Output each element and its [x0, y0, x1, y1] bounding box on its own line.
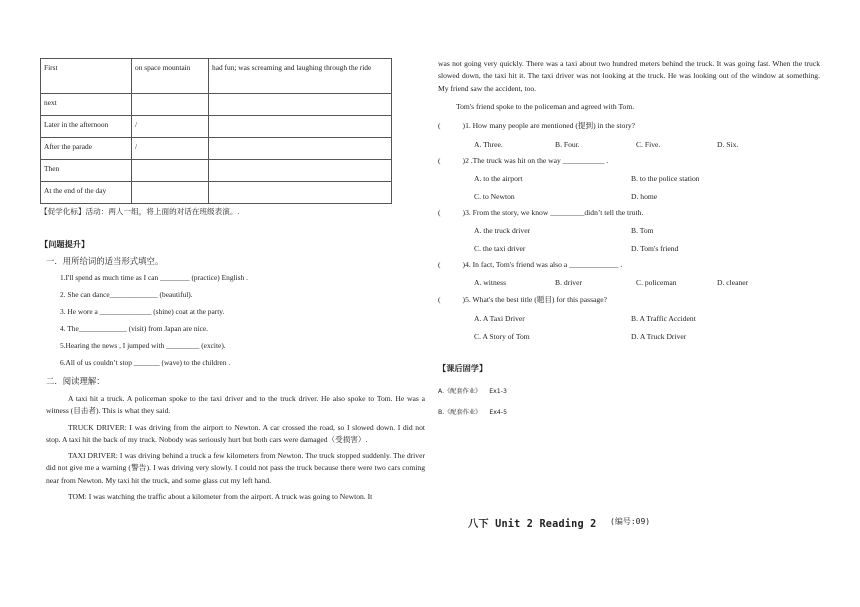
table-cell: /: [132, 138, 209, 160]
question-text: 5. What's the best title (题目) for this passage?: [465, 295, 607, 305]
table-cell: [209, 182, 392, 204]
homework-book: B.《配套作业》: [438, 409, 482, 417]
answer-blank-open[interactable]: (: [438, 295, 441, 305]
option-row: [438, 244, 820, 253]
answer-option: D. home: [631, 192, 658, 202]
answer-option: C. the taxi driver: [474, 244, 526, 254]
homework-heading: 【课后固学】: [438, 363, 488, 374]
question-text: 2 .The truck was hit on the way ___________ .: [465, 156, 609, 166]
answer-option: B. to the police station: [631, 174, 700, 184]
exercise-item: 4. The_____________ (visit) from Japan are nice.: [60, 324, 209, 333]
homework-item: [438, 386, 820, 395]
question-item: [438, 208, 820, 217]
table-cell: on space mountain: [132, 59, 209, 94]
worksheet-number: (编号:09): [610, 517, 651, 526]
option-row: [438, 332, 820, 341]
table-cell: [209, 160, 392, 182]
answer-option: C. Five.: [636, 140, 661, 150]
table-row: [41, 59, 392, 94]
answer-option: A. to the airport: [474, 174, 523, 184]
table-cell: [132, 182, 209, 204]
table-cell: [132, 94, 209, 116]
table-cell: [209, 116, 392, 138]
answer-blank-close: ): [462, 156, 466, 166]
practice-note: 【促学化标】活动：两人一组，将上面的对话在班级表演。.: [40, 207, 240, 216]
option-row: [438, 174, 820, 183]
question-text: 1. How many people are mentioned (提到) in the story?: [465, 121, 636, 131]
answer-blank-open[interactable]: (: [438, 156, 441, 166]
table-row: [41, 182, 392, 204]
table-cell: Then: [41, 160, 132, 182]
option-row: [438, 226, 820, 235]
table-cell: At the end of the day: [41, 182, 132, 204]
answer-option: D. Tom's friend: [631, 244, 679, 254]
answer-option: D. cleaner: [717, 278, 749, 288]
table-cell: First: [41, 59, 132, 94]
question-item: [438, 120, 820, 131]
answer-blank-open[interactable]: (: [438, 121, 441, 131]
passage-paragraph: TOM: I was watching the traffic about a kilometer from the airport. A truck was going to Newton. It: [68, 492, 373, 502]
homework-exercise: Ex1-3: [489, 388, 507, 396]
question-item: [438, 156, 820, 165]
answer-blank-close: ): [462, 295, 466, 305]
question-item: [438, 260, 820, 269]
answer-option: A. Three.: [474, 140, 503, 150]
answer-blank-open[interactable]: (: [438, 260, 441, 270]
table-row: [41, 94, 392, 116]
answer-option: B. Tom: [631, 226, 654, 236]
homework-list: [438, 386, 820, 416]
passage-paragraph: A taxi hit a truck. A policeman spoke to the taxi driver and to the truck driver. He also spoke to Tom. He was a witness (目击者). This is what they said.: [46, 394, 425, 416]
answer-option: B. driver: [555, 278, 582, 288]
answer-blank-close: ): [462, 121, 466, 131]
answer-option: A. the truck driver: [474, 226, 531, 236]
answer-option: A. A Taxi Driver: [474, 314, 525, 324]
answer-option: D. Six.: [717, 140, 739, 150]
option-row: [438, 192, 820, 201]
table-cell: After the parade: [41, 138, 132, 160]
worksheet-title: 八下 Unit 2 Reading 2: [468, 519, 597, 530]
answer-option: B. Four.: [555, 140, 580, 150]
passage-paragraph: TRUCK DRIVER: I was driving from the airport to Newton. A car crossed the road, so I slowed down. I did not stop. A taxi hit the back of my truck. Nobody was seriously hurt but both cars were damaged（受损害）.: [46, 422, 425, 444]
answer-option: C. policeman: [636, 278, 677, 288]
table-cell: /: [132, 116, 209, 138]
part1-title: 一．用所给词的适当形式填空。: [46, 256, 164, 266]
homework-exercise: Ex4-5: [489, 409, 508, 417]
table-cell: [209, 138, 392, 160]
question-item: [438, 294, 820, 305]
section-heading: 【问题提升】: [40, 239, 90, 249]
activity-table: [40, 58, 392, 204]
table-cell: [132, 160, 209, 182]
passage-continued: was not going very quickly. There was a taxi about two hundred meters behind the truck. It was going fast. When the truck slowed down, the taxi hit it. The taxi driver was not looking at the truck. He was looking out of the window at something. My friend saw the accident, too.: [438, 59, 820, 93]
exercise-list: [40, 273, 425, 367]
table-row: [41, 160, 392, 182]
homework-book: A.《配套作业》: [438, 388, 482, 396]
exercise-item: 6.All of us couldn’t stop _______ (wave) to the children .: [60, 358, 231, 367]
right-column: [438, 58, 820, 416]
question-text: 4. In fact, Tom's friend was also a _____________ .: [465, 260, 623, 270]
left-column: [40, 58, 425, 507]
answer-blank-close: ): [462, 208, 466, 218]
exercise-item: 2. She can dance_____________ (beautiful).: [60, 290, 193, 299]
answer-option: C. to Newton: [474, 192, 515, 202]
answer-option: A. witness: [474, 278, 507, 288]
exercise-item: 1.I'll spend as much time as I can ________ (practice) English .: [60, 273, 248, 282]
passage-paragraph: TAXI DRIVER: I was driving behind a truck a few kilometers from Newton. The truck stopped suddenly. The driver did not give me a warning (警告). I was driving very slowly. I could not pass the truck because there were two cars coming near from Newton. My taxi hit the truck, and some glass cut my left hand.: [46, 451, 425, 485]
table-cell: next: [41, 94, 132, 116]
exercise-item: 5.Hearing the news , I jumped with _________ (excite).: [60, 341, 226, 350]
table-cell: had fun; was screaming and laughing through the ride: [209, 59, 392, 94]
passage-last-line: Tom's friend spoke to the policeman and agreed with Tom.: [456, 101, 635, 111]
table-row: [41, 138, 392, 160]
answer-option: B. A Traffic Accident: [631, 314, 696, 324]
answer-option: C. A Story of Tom: [474, 332, 530, 342]
reading-passage: [40, 393, 425, 503]
answer-option: D. A Truck Driver: [631, 332, 687, 342]
homework-item: [438, 407, 820, 416]
question-list: [438, 120, 820, 341]
option-row: [438, 278, 820, 287]
table-cell: [209, 94, 392, 116]
table-row: [41, 116, 392, 138]
option-row: [438, 140, 820, 149]
table-cell: Later in the afternoon: [41, 116, 132, 138]
answer-blank-close: ): [462, 260, 466, 270]
part2-title: 二．阅读理解：: [46, 376, 105, 386]
exercise-item: 3. He wore a ______________ (shine) coat at the party.: [60, 307, 225, 316]
option-row: [438, 314, 820, 323]
answer-blank-open[interactable]: (: [438, 208, 441, 218]
question-text: 3. From the story, we know _________didn’t tell the truth.: [465, 208, 644, 218]
